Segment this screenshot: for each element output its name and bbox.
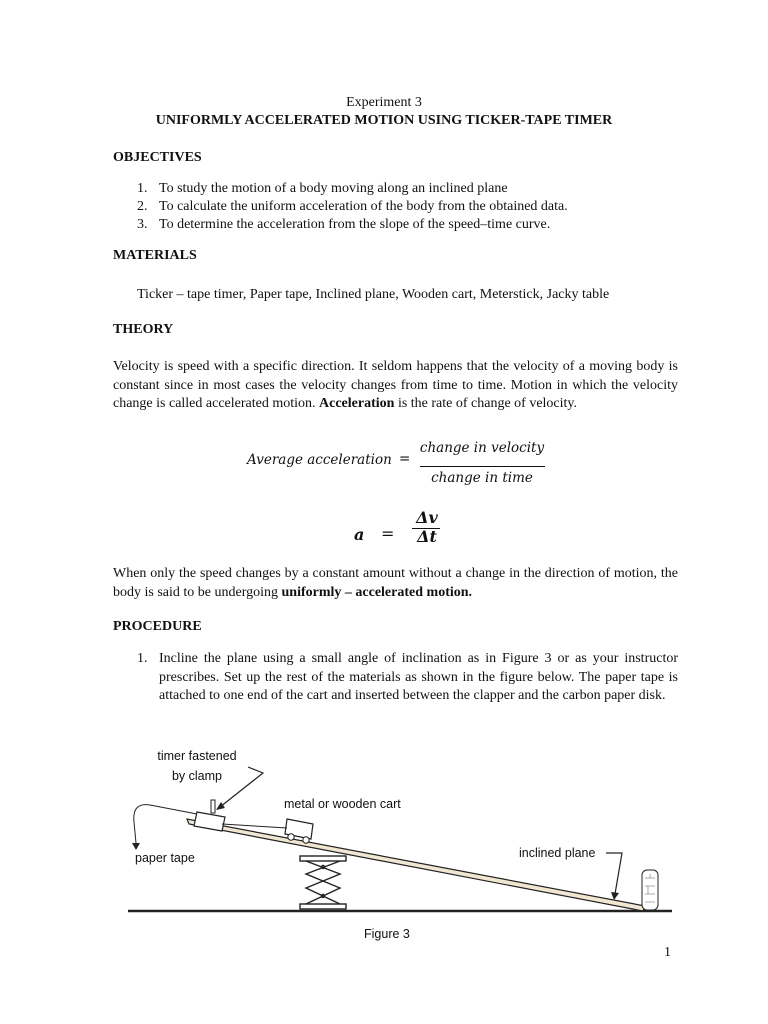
materials-heading: MATERIALS bbox=[113, 248, 197, 263]
jacky-table bbox=[300, 856, 346, 909]
uniform-motion-paragraph bbox=[113, 565, 678, 602]
equation-denominator: change in time bbox=[431, 470, 533, 486]
stopper-block bbox=[642, 870, 658, 910]
theory-text: Velocity is speed with a specific direction. It seldom happens that the velocity of a moving body is constant since in most cases the velocity changes from time to time. Motion in which the velocity change is called accelerated motion. bbox=[113, 359, 678, 411]
plane-label: inclined plane bbox=[519, 846, 596, 860]
tape-label: paper tape bbox=[135, 851, 195, 865]
timer-arrow-head bbox=[216, 802, 225, 810]
acceleration-term: Acceleration bbox=[319, 396, 395, 411]
objective-number: 2. bbox=[137, 199, 148, 214]
delta-t: Δt bbox=[417, 527, 437, 546]
procedure-step: Incline the plane using a small angle of inclination as in Figure 3 or as your instructor prescribes. Set up the rest of the materials as shown in the figure below. The paper tape is attached to one end of the cart and inserted between the clapper and the carbon paper disk. bbox=[159, 651, 678, 703]
theory-heading: THEORY bbox=[113, 322, 174, 337]
equation-numerator: change in velocity bbox=[419, 440, 545, 456]
acceleration-symbol: a bbox=[354, 525, 365, 544]
objective-number: 1. bbox=[137, 181, 148, 196]
delta-v: Δv bbox=[416, 508, 438, 527]
cart bbox=[285, 819, 313, 843]
objective-text: To determine the acceleration from the slope of the speed–time curve. bbox=[159, 217, 551, 232]
equation-equals: = bbox=[399, 451, 411, 467]
timer-label bbox=[150, 746, 244, 786]
experiment-number: Experiment 3 bbox=[346, 95, 422, 110]
plane-arrow-head bbox=[611, 892, 619, 900]
objective-text: To study the motion of a body moving along an inclined plane bbox=[159, 181, 508, 196]
timer-label-line1: timer fastened bbox=[157, 749, 237, 763]
theory-text-end: is the rate of change of velocity. bbox=[397, 396, 578, 411]
objectives-heading: OBJECTIVES bbox=[113, 150, 202, 165]
page-number: 1 bbox=[664, 945, 671, 960]
timer-label-line2: by clamp bbox=[171, 769, 223, 783]
tape-curve bbox=[134, 805, 197, 843]
tape-arrow-head bbox=[132, 843, 140, 850]
uniform-motion-text: When only the speed changes by a constant amount without a change in the direction of motion, the body is said to be undergoing bbox=[113, 566, 678, 600]
procedure-heading: PROCEDURE bbox=[113, 619, 202, 634]
objective-text: To calculate the uniform acceleration of the body from the obtained data. bbox=[159, 199, 568, 214]
document-title: UNIFORMLY ACCELERATED MOTION USING TICKER-TAPE TIMER bbox=[155, 113, 613, 128]
equation-lhs: Average acceleration bbox=[247, 452, 392, 468]
materials-list: Ticker – tape timer, Paper tape, Inclined plane, Wooden cart, Meterstick, Jacky table bbox=[137, 287, 610, 302]
cart-label: metal or wooden cart bbox=[284, 797, 401, 811]
inclined-plane bbox=[187, 819, 645, 911]
figure-3-diagram bbox=[0, 740, 768, 930]
theory-paragraph bbox=[113, 358, 678, 414]
plane-pointer bbox=[606, 853, 622, 894]
objective-number: 3. bbox=[137, 217, 148, 232]
equation-equals-2: = bbox=[381, 524, 395, 543]
figure-caption: Figure 3 bbox=[364, 927, 410, 941]
procedure-number: 1. bbox=[137, 651, 148, 666]
fraction-bar bbox=[420, 466, 545, 467]
uniform-motion-term: uniformly – accelerated motion. bbox=[281, 584, 473, 600]
